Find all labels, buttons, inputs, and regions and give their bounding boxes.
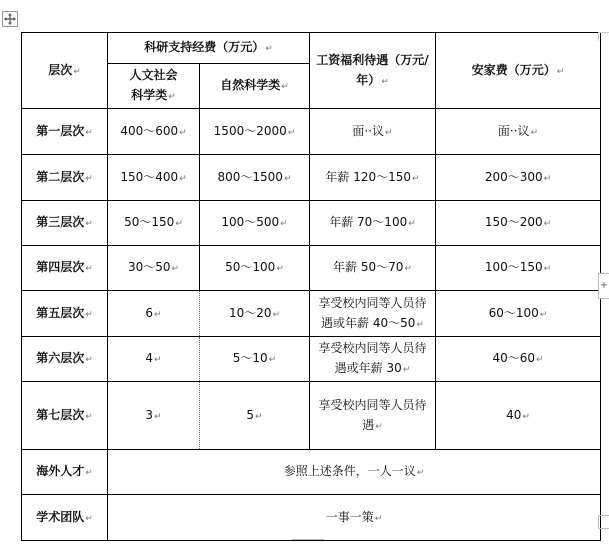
salary-cell: 年薪 70～100↵: [310, 201, 436, 246]
housing-cell: 200～300↵: [436, 155, 601, 201]
table-row: [22, 155, 601, 201]
salary-cell: 年薪 50～70↵: [310, 246, 436, 291]
table-row: [22, 382, 601, 450]
page-edge-marker: [598, 515, 609, 529]
salary-cell: 享受校内同等人员待 遇↵: [310, 382, 436, 450]
science-cell: 1500～2000↵: [200, 109, 310, 155]
humanities-cell: 3↵: [108, 382, 200, 450]
overseas-policy: 参照上述条件，一人一议↵: [108, 450, 601, 495]
row-level-label: 第二层次↵: [22, 155, 108, 201]
row-level-label: 第三层次↵: [22, 201, 108, 246]
science-cell: 10～20↵: [200, 291, 310, 337]
table-move-handle-icon[interactable]: [2, 11, 18, 27]
housing-cell: 40～60↵: [436, 337, 601, 382]
table-row: [22, 201, 601, 246]
row-level-label: 第六层次↵: [22, 337, 108, 382]
team-policy: 一事一策↵: [108, 495, 601, 541]
science-cell: 100～500↵: [200, 201, 310, 246]
header-salary: 工资福利待遇（万元/ 年）↵: [310, 33, 436, 109]
table-row: [22, 450, 601, 495]
row-level-label: 第一层次↵: [22, 109, 108, 155]
housing-cell: 60～100↵: [436, 291, 601, 337]
humanities-cell: 6↵: [108, 291, 200, 337]
team-label: 学术团队↵: [22, 495, 108, 541]
header-humanities: 人文社会 科学类↵: [108, 64, 200, 109]
science-cell: 800～1500↵: [200, 155, 310, 201]
humanities-cell: 150～400↵: [108, 155, 200, 201]
table-row: [22, 495, 601, 541]
science-cell: 5～10↵: [200, 337, 310, 382]
header-research-funding: 科研支持经费（万元）↵: [108, 33, 310, 64]
header-housing: 安家费（万元）↵: [436, 33, 601, 109]
plus-icon: +: [599, 280, 609, 291]
table-row: [22, 109, 601, 155]
humanities-cell: 4↵: [108, 337, 200, 382]
table-header-row: [22, 33, 601, 64]
table-row: [22, 337, 601, 382]
housing-cell: 面··议↵: [436, 109, 601, 155]
row-level-label: 第七层次↵: [22, 382, 108, 450]
table-row: [22, 246, 601, 291]
humanities-cell: 50～150↵: [108, 201, 200, 246]
salary-cell: 年薪 120～150↵: [310, 155, 436, 201]
science-cell: 5↵: [200, 382, 310, 450]
humanities-cell: 30～50↵: [108, 246, 200, 291]
overseas-label: 海外人才↵: [22, 450, 108, 495]
table-row: [22, 291, 601, 337]
header-science: 自然科学类↵: [200, 64, 310, 109]
row-level-label: 第五层次↵: [22, 291, 108, 337]
page-edge-marker: [598, 32, 609, 41]
housing-cell: 150～200↵: [436, 201, 601, 246]
humanities-cell: 400～600↵: [108, 109, 200, 155]
add-column-button[interactable]: [598, 273, 609, 299]
salary-cell: 享受校内同等人员待 遇或年薪 40～50↵: [310, 291, 436, 337]
header-level: 层次↵: [22, 33, 108, 109]
salary-cell: 面··议↵: [310, 109, 436, 155]
talent-policy-table: [21, 32, 601, 541]
science-cell: 50～100↵: [200, 246, 310, 291]
housing-cell: 40↵: [436, 382, 601, 450]
row-level-label: 第四层次↵: [22, 246, 108, 291]
salary-cell: 享受校内同等人员待 遇或年薪 30↵: [310, 337, 436, 382]
housing-cell: 100～150↵: [436, 246, 601, 291]
